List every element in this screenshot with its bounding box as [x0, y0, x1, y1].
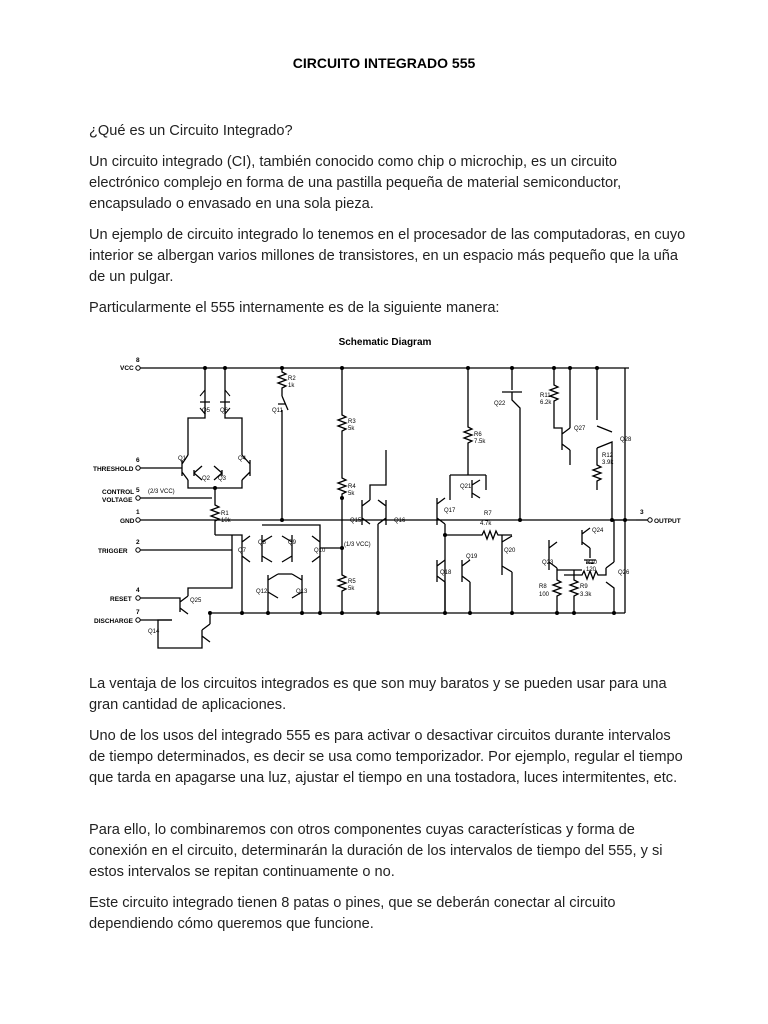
label-r1: R1 [221, 511, 229, 517]
label-q21: Q21 [460, 484, 472, 490]
pin-vcc-label: VCC [120, 365, 134, 372]
schematic-diagram [92, 330, 681, 660]
label-r5-value: 5k [348, 586, 355, 592]
label-q6: Q6 [220, 408, 229, 414]
label-r2-value: 1k [288, 383, 295, 389]
pin-trigger-label: TRIGGER [98, 548, 128, 555]
label-q12: Q12 [256, 589, 268, 595]
control-note: (2/3 VCC) [148, 489, 175, 495]
label-q23: Q23 [542, 560, 554, 566]
paragraph-3: Particularmente el 555 internamente es de la siguiente manera: [89, 300, 500, 316]
label-q2: Q2 [202, 476, 211, 482]
label-q8: Q8 [258, 540, 267, 546]
pin-reset-label: RESET [110, 596, 132, 603]
label-r6: R6 [474, 432, 482, 438]
label-r3-value: 5k [348, 426, 355, 432]
label-r6-value: 7.5k [474, 439, 486, 445]
pin-threshold-label: THRESHOLD [93, 466, 134, 473]
label-q3: Q3 [218, 476, 227, 482]
pin-threshold-number: 6 [136, 457, 140, 464]
schematic-svg [92, 330, 681, 660]
pin-control-number: 5 [136, 487, 140, 494]
pin-voltage-label: VOLTAGE [102, 497, 133, 504]
pin-trigger-number: 2 [136, 539, 140, 546]
label-r2: R2 [288, 376, 296, 382]
label-r9-value: 3.3k [580, 592, 592, 598]
label-q26: Q26 [618, 570, 630, 576]
label-q19: Q19 [466, 554, 478, 560]
label-r11-value: 6.2k [540, 400, 552, 406]
label-third-vcc: (1/3 VCC) [344, 542, 371, 548]
pin-gnd-label: GND [120, 518, 135, 525]
label-q28: Q28 [620, 437, 632, 443]
pin-output-label: OUTPUT [654, 518, 681, 525]
diagram-title: Schematic Diagram [338, 337, 432, 348]
label-q20: Q20 [504, 548, 516, 554]
label-q16: Q16 [394, 518, 406, 524]
label-r10: R10 [586, 560, 598, 566]
document-title: CIRCUITO INTEGRADO 555 [292, 55, 476, 71]
paragraph-2: Un ejemplo de circuito integrado lo tenemos en el procesador de las computadoras, en cuyo interior se albergan varios millones de transistores, en un espacio más pequeño que la uña de un pulgar. [89, 227, 686, 285]
label-q14: Q14 [148, 629, 160, 635]
pin-vcc-number: 8 [136, 357, 140, 364]
pin-control-label: CONTROL [102, 489, 135, 496]
label-q4: Q4 [238, 456, 247, 462]
label-r4-value: 5k [348, 491, 355, 497]
label-q10: Q10 [314, 548, 326, 554]
label-r4: R4 [348, 484, 356, 490]
label-q15: Q15 [350, 518, 362, 524]
paragraph-6: Para ello, lo combinaremos con otros componentes cuyas características y forma de conexión en el circuito, determinarán la duración de los intervalos de tiempo del 555, y si estos intervalos se repitan continuamente o no. [89, 822, 663, 880]
paragraph-7: Este circuito integrado tienen 8 patas o pines, que se deberán conectar al circuito dependiendo cómo queremos que funcione. [89, 895, 616, 932]
pin-discharge-label: DISCHARGE [94, 618, 134, 625]
label-r7: R7 [484, 511, 492, 517]
question-heading: ¿Qué es un Circuito Integrado? [89, 123, 293, 139]
label-r3: R3 [348, 419, 356, 425]
label-q18: Q18 [440, 570, 452, 576]
label-q13: Q13 [296, 589, 308, 595]
paragraph-1: Un circuito integrado (CI), también conocido como chip o microchip, es un circuito electrónico complejo en forma de una pastilla pequeña de material semiconductor, encapsulado o envasado en una sola pieza. [89, 154, 622, 212]
label-r9: R9 [580, 584, 588, 590]
label-q9: Q9 [288, 540, 297, 546]
label-q24: Q24 [592, 528, 604, 534]
label-r12: R12 [602, 453, 614, 459]
label-q7: Q7 [238, 548, 247, 554]
label-r5: R5 [348, 579, 356, 585]
label-q11: Q11 [272, 408, 283, 414]
label-q22: Q22 [494, 401, 506, 407]
pin-output-number: 3 [640, 509, 644, 516]
pin-discharge-number: 7 [136, 609, 140, 616]
label-r12-value: 3.9k [602, 460, 614, 466]
label-r8: R8 [539, 584, 547, 590]
paragraph-4: La ventaja de los circuitos integrados es que son muy baratos y se pueden usar para una gran cantidad de aplicaciones. [89, 676, 667, 713]
label-q17: Q17 [444, 508, 456, 514]
label-r11: R11 [540, 393, 551, 399]
label-r10-value: 120 [586, 567, 597, 573]
label-q27: Q27 [574, 426, 586, 432]
label-r8-value: 100 [539, 592, 550, 598]
label-q25: Q25 [190, 598, 202, 604]
pin-reset-number: 4 [136, 587, 140, 594]
label-q5: Q5 [202, 408, 211, 414]
paragraph-5: Uno de los usos del integrado 555 es para activar o desactivar circuitos durante intervalos de tiempo determinados, es decir se usa como temporizador. Por ejemplo, regular el tiempo que tarda en apagarse una luz, ajustar el tiempo en una tostadora, luces intermitentes, etc. [89, 728, 683, 786]
label-q1: Q1 [178, 456, 187, 462]
label-r1-value: 10k [221, 518, 231, 524]
pin-gnd-number: 1 [136, 509, 140, 516]
label-r7-value: 4.7k [480, 521, 492, 527]
